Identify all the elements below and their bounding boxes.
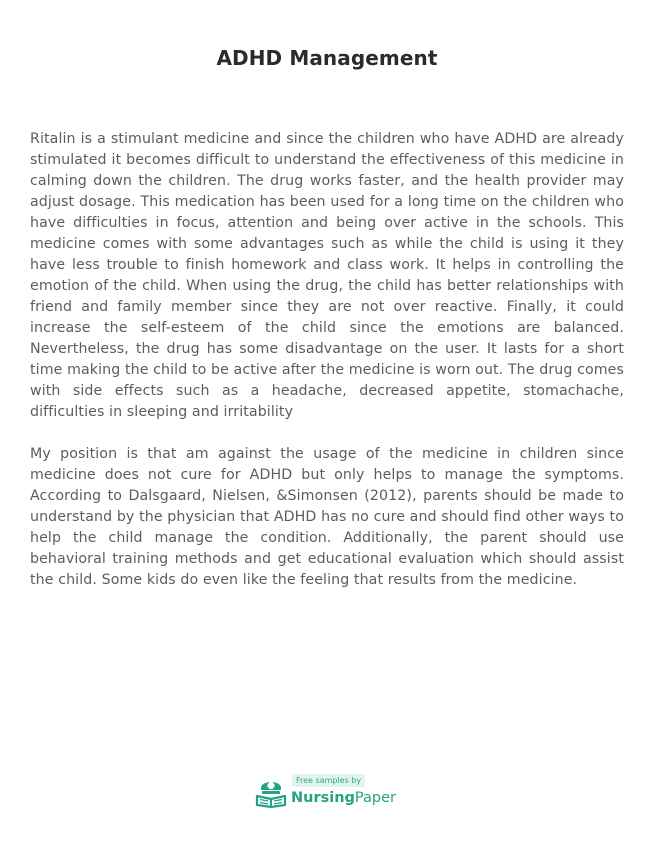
nurse-cap-book-icon: [254, 774, 288, 808]
footer-logo: [254, 773, 404, 809]
paragraph-2: My position is that am against the usage of the medicine in children since medicine does not cure for ADHD but only helps to manage the symptoms. According to Dalsgaard, Nielsen, &Simonsen (2012), parents should be made to understand by the physician that ADHD has no cure and should find other ways to help the child manage the condition. Additionally, the parent should use behavioral training methods and get educational evaluation which should assist the child. Some kids do even like the feeling that results from the medicine.: [30, 446, 624, 588]
brand-name-light: Paper: [354, 790, 396, 806]
page-title: ADHD Management: [216, 46, 438, 70]
logo-brand-name: [291, 789, 396, 807]
paragraph-1: Ritalin is a stimulant medicine and since the children who have ADHD are already stimulated it becomes difficult to understand the effectiveness of this medicine in calming down the children. The drug works faster, and the health provider may adjust dosage. This medication has been used for a long time on the children who have difficulties in focus, attention and being over active in the schools. This medicine comes with some advantages such as while the child is using it they have less trouble to finish homework and class work. It helps in controlling the emotion of the child. When using the drug, the child has better relationships with friend and family member since they are not over reactive. Finally, it could increase the self-esteem of the child since the emotions are balanced. Nevertheless, the drug has some disadvantage on the user. It lasts for a short time making the child to be active after the medicine is worn out. The drug comes with side effects such as a headache, decreased appetite, stomachache, difficulties in sleeping and irritability: [30, 131, 624, 420]
brand-name-bold: Nursing: [291, 790, 355, 806]
document-body: [30, 129, 624, 612]
logo-tagline: Free samples by: [292, 774, 365, 787]
